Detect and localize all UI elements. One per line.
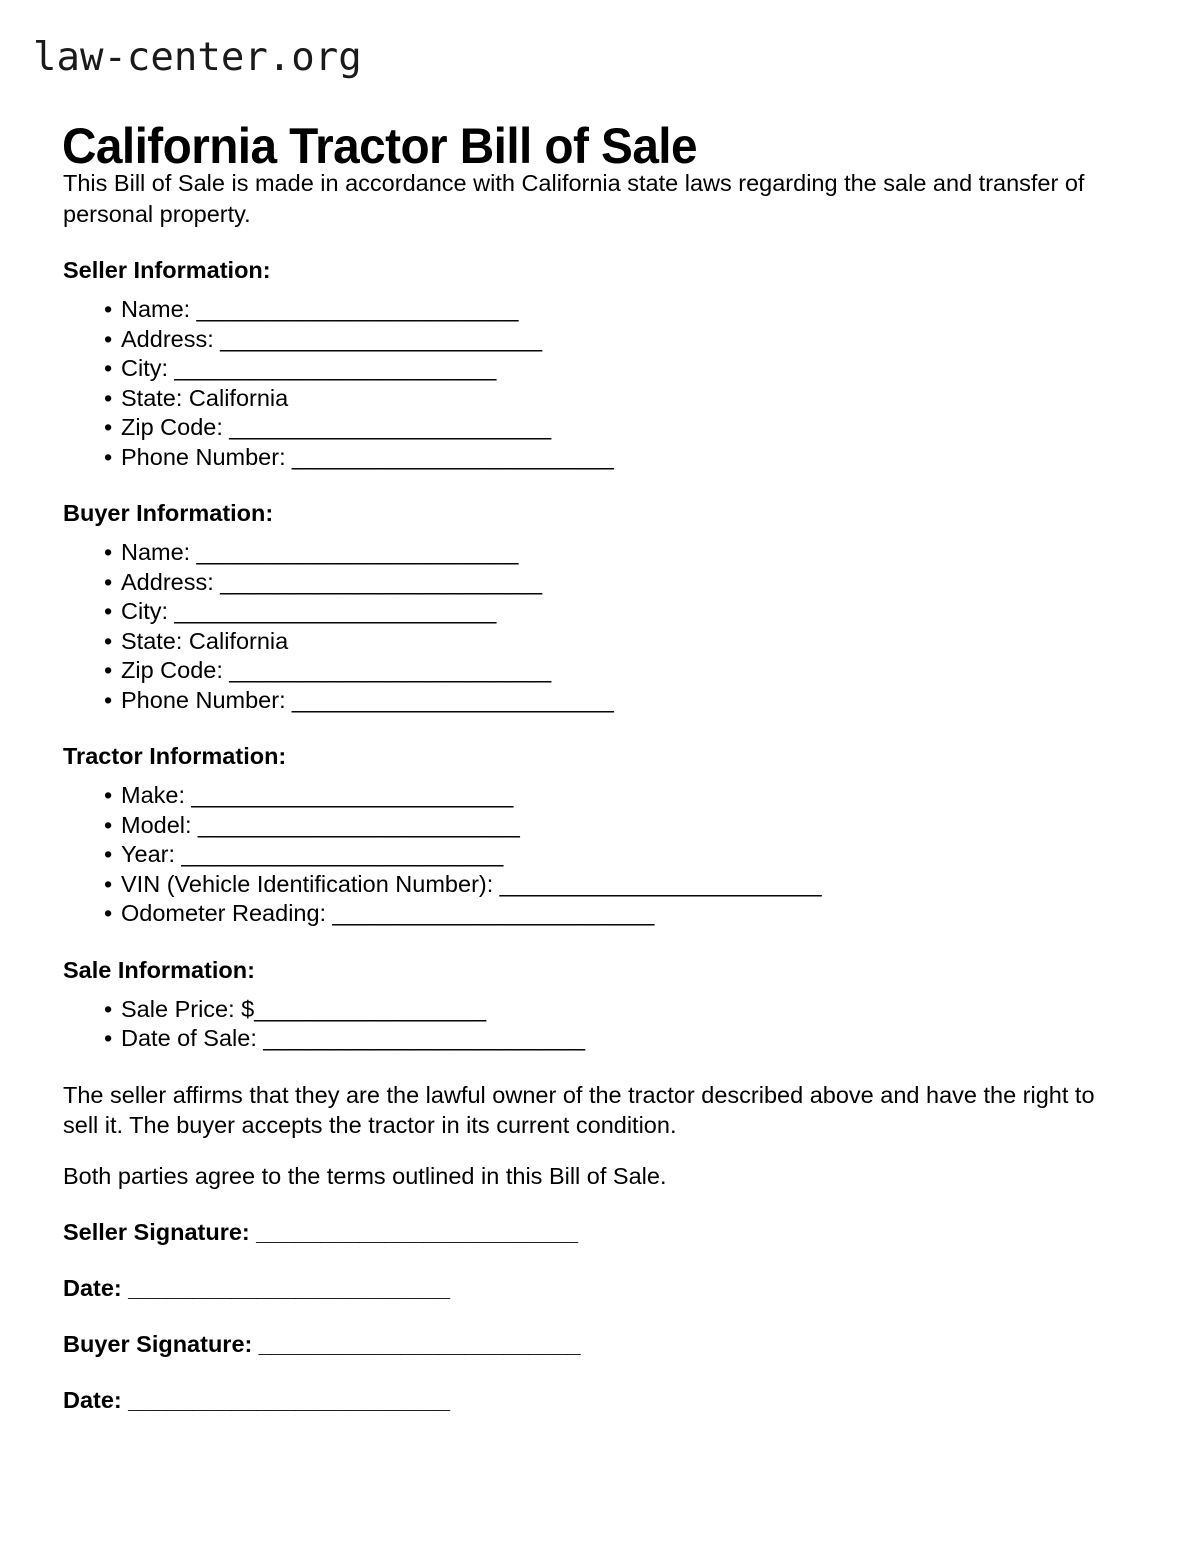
buyer-date-blank[interactable]: _________________________ [121, 1387, 450, 1413]
list-item [63, 325, 1111, 355]
field-blank[interactable]: _________________________ [285, 443, 614, 470]
field-label: City: [121, 355, 168, 381]
field-label: Make: [121, 782, 185, 808]
field-blank[interactable]: _________________________ [222, 657, 551, 683]
list-item [63, 443, 1111, 473]
field-blank[interactable]: _________________________ [222, 414, 551, 440]
field-label: Name: [121, 539, 191, 565]
buyer-date-label: Date: [63, 1387, 122, 1413]
field-blank[interactable]: _________________________ [185, 782, 514, 808]
bullet-icon: • [104, 568, 113, 595]
bullet-icon: • [104, 539, 113, 565]
list-item [63, 811, 1111, 841]
list-item [63, 840, 1111, 870]
list-item [63, 384, 1111, 414]
field-blank[interactable]: _________________________ [168, 355, 497, 381]
field-blank[interactable]: _________________________ [175, 841, 504, 867]
bullet-icon: • [104, 296, 113, 322]
bullet-icon: • [104, 443, 113, 470]
tractor-field-list [63, 781, 1111, 929]
list-item [63, 1024, 1111, 1054]
field-label: Date of Sale: [121, 1025, 257, 1051]
field-blank[interactable]: __________________ [254, 995, 486, 1022]
list-item [63, 656, 1111, 686]
tractor-information-heading: Tractor Information: [63, 743, 287, 769]
list-item [63, 870, 1111, 900]
intro-paragraph: This Bill of Sale is made in accordance with California state laws regarding the sale and transfer of personal property. [63, 170, 1085, 227]
list-item [63, 686, 1111, 716]
bullet-icon: • [104, 900, 113, 926]
bullet-icon: • [104, 995, 113, 1022]
buyer-information-heading: Buyer Information: [63, 500, 274, 526]
list-item [63, 627, 1111, 657]
bullet-icon: • [104, 841, 113, 867]
agreement-paragraph: Both parties agree to the terms outlined in this Bill of Sale. [63, 1162, 667, 1189]
bullet-icon: • [104, 1025, 113, 1051]
field-blank[interactable]: _________________________ [190, 539, 519, 565]
field-blank[interactable]: _________________________ [285, 686, 614, 713]
document-body [63, 168, 1111, 1415]
sale-field-list [63, 995, 1111, 1054]
affirmation-paragraph: The seller affirms that they are the lawful owner of the tractor described above and have the right to sell it. The buyer accepts the tractor in its current condition. [63, 1081, 1095, 1138]
buyer-field-list [63, 538, 1111, 715]
bullet-icon: • [104, 686, 113, 713]
signature-block [63, 1217, 1111, 1415]
field-label: Address: [121, 568, 214, 595]
list-item [63, 568, 1111, 598]
buyer-date-line [63, 1385, 1111, 1415]
list-item [63, 538, 1111, 568]
bullet-icon: • [104, 657, 113, 683]
field-label: Zip Code: [121, 657, 223, 683]
field-blank[interactable]: _________________________ [256, 1025, 585, 1051]
seller-date-blank[interactable]: _________________________ [121, 1275, 450, 1301]
seller-signature-blank[interactable]: _________________________ [249, 1219, 578, 1245]
field-blank[interactable]: _________________________ [168, 598, 497, 624]
field-label: Sale Price: $ [121, 995, 255, 1022]
field-label: Year: [121, 841, 176, 867]
field-label: Odometer Reading: [121, 900, 327, 926]
list-item [63, 597, 1111, 627]
field-label: VIN (Vehicle Identification Number): [121, 870, 494, 897]
buyer-signature-label: Buyer Signature: [63, 1331, 253, 1357]
seller-signature-label: Seller Signature: [63, 1219, 250, 1245]
seller-signature-line [63, 1217, 1111, 1247]
field-label: State: California [121, 384, 289, 411]
field-blank[interactable]: _________________________ [213, 568, 542, 595]
buyer-signature-line [63, 1329, 1111, 1359]
sale-information-heading: Sale Information: [63, 956, 255, 983]
list-item [63, 995, 1111, 1025]
bullet-icon: • [104, 870, 113, 897]
field-blank[interactable]: _________________________ [493, 870, 822, 897]
bullet-icon: • [104, 598, 113, 624]
field-blank[interactable]: _________________________ [326, 900, 655, 926]
seller-date-label: Date: [63, 1275, 122, 1301]
buyer-signature-blank[interactable]: _________________________ [252, 1331, 581, 1357]
seller-field-list [63, 295, 1111, 472]
page-title: California Tractor Bill of Sale [62, 117, 697, 174]
field-blank[interactable]: _________________________ [213, 325, 542, 352]
seller-information-heading: Seller Information: [63, 257, 271, 283]
bullet-icon: • [104, 627, 113, 654]
field-label: State: California [121, 627, 289, 654]
site-brand: law-center.org [33, 35, 362, 80]
field-label: Address: [121, 325, 214, 352]
field-label: Name: [121, 296, 191, 322]
field-label: City: [121, 598, 168, 624]
field-blank[interactable]: _________________________ [190, 296, 519, 322]
field-label: Phone Number: [121, 686, 286, 713]
list-item [63, 781, 1111, 811]
field-label: Zip Code: [121, 414, 223, 440]
bullet-icon: • [104, 384, 113, 411]
list-item [63, 413, 1111, 443]
bullet-icon: • [104, 355, 113, 381]
bullet-icon: • [104, 325, 113, 352]
field-label: Model: [121, 811, 192, 838]
field-blank[interactable]: _________________________ [191, 811, 520, 838]
list-item [63, 354, 1111, 384]
bullet-icon: • [104, 811, 113, 838]
affirmation-block [63, 1080, 1111, 1192]
bullet-icon: • [104, 782, 113, 808]
list-item [63, 899, 1111, 929]
bullet-icon: • [104, 414, 113, 440]
field-label: Phone Number: [121, 443, 286, 470]
list-item [63, 295, 1111, 325]
seller-date-line [63, 1273, 1111, 1303]
